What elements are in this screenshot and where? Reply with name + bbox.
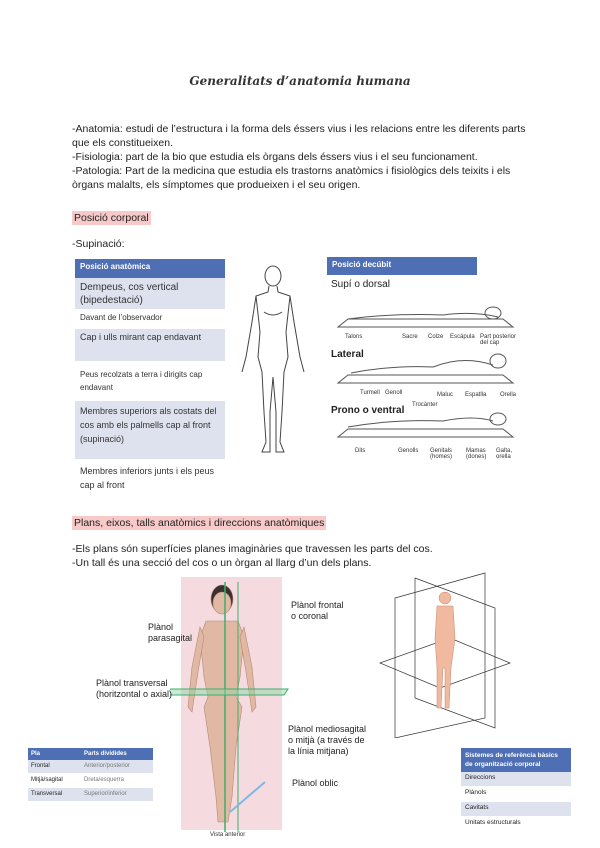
table-row: Cap i ulls mirant cap endavant	[75, 329, 225, 362]
table-cell: Anterior/posterior	[84, 763, 131, 769]
planes-table	[28, 748, 153, 801]
lateral-label: Espatlla	[465, 392, 487, 398]
label-transversal-plane: Plànol transversal (horitzontal o axial)	[96, 678, 173, 699]
table-row: Cavitats	[461, 802, 571, 817]
plans-line: -Un tall és una secció del cos o un òrgan al llarg d’un dels plans.	[72, 557, 372, 569]
section-heading-plans: Plans, eixos, talls anatòmics i direccions anatòmiques	[74, 517, 325, 529]
table-row	[28, 774, 153, 788]
table-row: Membres inferiors junts i els peus cap al front	[75, 460, 225, 495]
decubit-box	[327, 257, 477, 275]
column-header: Parts dividides	[84, 751, 127, 757]
lateral-label: Maluc	[437, 392, 454, 398]
definition-anatomia: -Anatomia: estudi de l’estructura i la forma dels éssers vius i les relacions entre les diferents parts que els constitueixen.	[72, 123, 526, 149]
label-supi: Supí o dorsal	[331, 279, 390, 290]
supi-label: Part posterior del cap	[480, 334, 517, 346]
table-cell: Dreta/esquerra	[84, 777, 125, 783]
column-header: Pla	[31, 751, 41, 757]
label-lateral: Lateral	[331, 349, 364, 360]
definition-patologia: -Patologia: Part de la medicina que estudia els trastorns anatòmics i fisiològics dels teixits i els òrgans malalts, els símptomes que produeixen i el seu origen.	[72, 165, 511, 191]
planes-3d-figure	[375, 568, 515, 738]
anatomic-position-table	[75, 259, 225, 495]
anatomic-position-figure	[228, 262, 318, 462]
table-cell: Superior/inferior	[84, 791, 127, 797]
prone-label: Galta, orella	[496, 448, 513, 460]
table-row: Davant de l’observador	[75, 310, 225, 329]
lateral-label: Trocànter	[412, 402, 438, 408]
prone-label: Mamas (dones)	[466, 448, 487, 460]
table-row	[28, 760, 153, 774]
label-prono: Prono o ventral	[331, 405, 405, 416]
table-row	[28, 788, 153, 801]
table-cell: Frontal	[31, 763, 50, 769]
reference-systems-table	[461, 748, 571, 831]
table-row: Membres superiors als costats del cos amb els palmells cap al front (supinació)	[75, 401, 225, 460]
plans-line: -Els plans són superfícies planes imaginàries que travessen les parts del cos.	[72, 543, 433, 555]
planes-body-figure	[170, 577, 310, 842]
definition-fisiologia: -Fisiologia: part de la bio que estudia els òrgans dels éssers vius i el seu funcionament.	[72, 151, 478, 163]
supi-label: Colze	[428, 334, 444, 340]
section-heading-posicio: Posició corporal	[74, 212, 149, 224]
subheading-supinacio: -Supinació:	[72, 238, 125, 250]
lateral-label: Turmell	[360, 390, 380, 396]
table-row: Direccions	[461, 772, 571, 787]
definitions	[72, 122, 542, 192]
supi-label: Talons	[345, 334, 363, 340]
prone-label: Genitals (homes)	[430, 448, 453, 460]
planes-table-header	[28, 748, 153, 760]
table-row: Unitats estructurals	[465, 819, 521, 826]
table-row: Peus recolzats a terra i dirigits cap endavant	[75, 362, 225, 401]
decubit-figures	[333, 295, 523, 455]
prone-label: Dits	[355, 448, 366, 454]
table-header: Posició anatòmica	[75, 259, 225, 278]
supi-label: Escàpula	[450, 334, 475, 340]
lateral-label: Genoll	[385, 390, 403, 396]
plans-description	[72, 542, 542, 570]
table-cell: Mitjà/sagital	[31, 777, 63, 783]
label-oblic-plane: Plànol oblic	[292, 778, 339, 788]
lateral-label: Orella	[500, 392, 517, 398]
table-row: Dempeus, cos vertical (bipedestació)	[75, 278, 225, 310]
label-parasagital-plane: Plànol parasagital	[148, 622, 193, 643]
label-mediosagital-plane: Plànol mediosagital o mitjà (a través de la línia mitjana)	[288, 724, 367, 756]
page-title: Generalitats d’anatomia humana	[189, 74, 411, 88]
label-vista-anterior: Vista anterior	[210, 832, 246, 838]
prone-label: Genolls	[398, 448, 419, 454]
decubit-header: Posició decúbit	[327, 257, 477, 275]
reference-header: Sistemes de referència bàsics de organització corporal	[461, 748, 571, 772]
table-row: Plànols	[461, 787, 571, 802]
label-frontal-plane: Plànol frontal o coronal	[291, 600, 344, 621]
supi-label: Sacre	[402, 334, 418, 340]
table-cell: Transversal	[31, 791, 63, 797]
